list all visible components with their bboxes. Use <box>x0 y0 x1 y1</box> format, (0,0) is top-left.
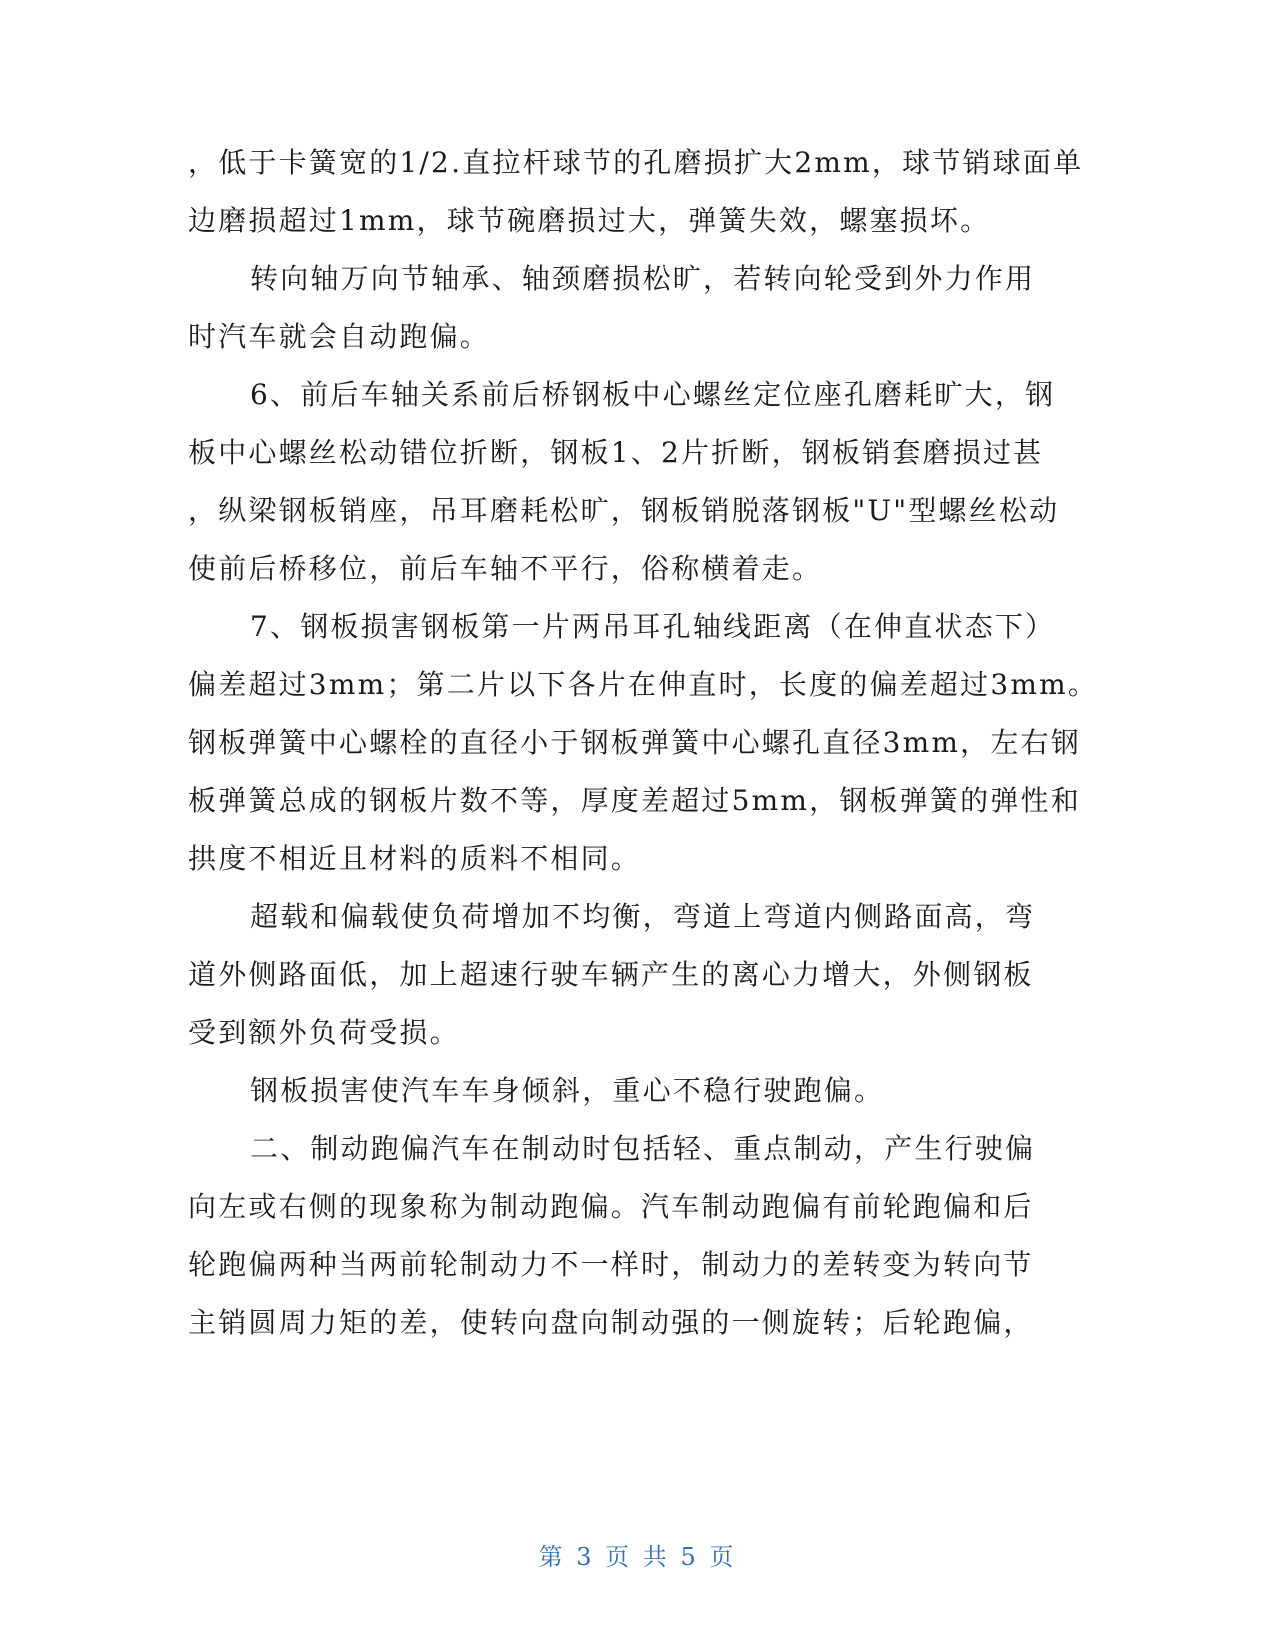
text-line: ，纵梁钢板销座，吊耳磨耗松旷，钢板销脱落钢板"U"型螺丝松动 <box>188 494 1060 527</box>
text-line: 时汽车就会自动跑偏。 <box>188 320 491 353</box>
text-line: 偏差超过3mm；第二片以下各片在伸直时，长度的偏差超过3mm。 <box>188 668 1099 701</box>
page-number-footer: 第 3 页 共 5 页 <box>538 1543 737 1571</box>
text-line: 板弹簧总成的钢板片数不等，厚度差超过5mm，钢板弹簧的弹性和 <box>188 784 1081 817</box>
text-line: 边磨损超过1mm，球节碗磨损过大，弹簧失效，螺塞损坏。 <box>188 204 991 237</box>
text-line: ，低于卡簧宽的1/2.直拉杆球节的孔磨损扩大2mm，球节销球面单 <box>188 146 1084 179</box>
text-line: 向左或右侧的现象称为制动跑偏。汽车制动跑偏有前轮跑偏和后 <box>188 1190 1034 1223</box>
text-line: 钢板弹簧中心螺栓的直径小于钢板弹簧中心螺孔直径3mm，左右钢 <box>188 726 1081 759</box>
paragraph-first-line: 超载和偏载使负荷增加不均衡，弯道上弯道内侧路面高，弯 <box>250 900 1036 933</box>
paragraph-first-line: 7、钢板损害钢板第一片两吊耳孔轴线距离（在伸直状态下） <box>250 610 1056 643</box>
text-line: 受到额外负荷受损。 <box>188 1016 460 1049</box>
paragraph-first-line: 6、前后车轴关系前后桥钢板中心螺丝定位座孔磨耗旷大，钢 <box>250 378 1056 411</box>
text-line: 主销圆周力矩的差，使转向盘向制动强的一侧旋转；后轮跑偏， <box>188 1306 1034 1339</box>
paragraph-first-line: 转向轴万向节轴承、轴颈磨损松旷，若转向轮受到外力作用 <box>250 262 1036 295</box>
paragraph-first-line: 钢板损害使汽车车身倾斜，重心不稳行驶跑偏。 <box>250 1074 885 1107</box>
text-line: 使前后桥移位，前后车轴不平行，俗称横着走。 <box>188 552 823 585</box>
text-line: 板中心螺丝松动错位折断，钢板1、2片折断，钢板销套磨损过甚 <box>188 436 1044 469</box>
paragraph-first-line: 二、制动跑偏汽车在制动时包括轻、重点制动，产生行驶偏 <box>250 1132 1036 1165</box>
text-line: 轮跑偏两种当两前轮制动力不一样时，制动力的差转变为转向节 <box>188 1248 1034 1281</box>
text-line: 拱度不相近且材料的质料不相同。 <box>188 842 642 875</box>
text-line: 道外侧路面低，加上超速行驶车辆产生的离心力增大，外侧钢板 <box>188 958 1034 991</box>
